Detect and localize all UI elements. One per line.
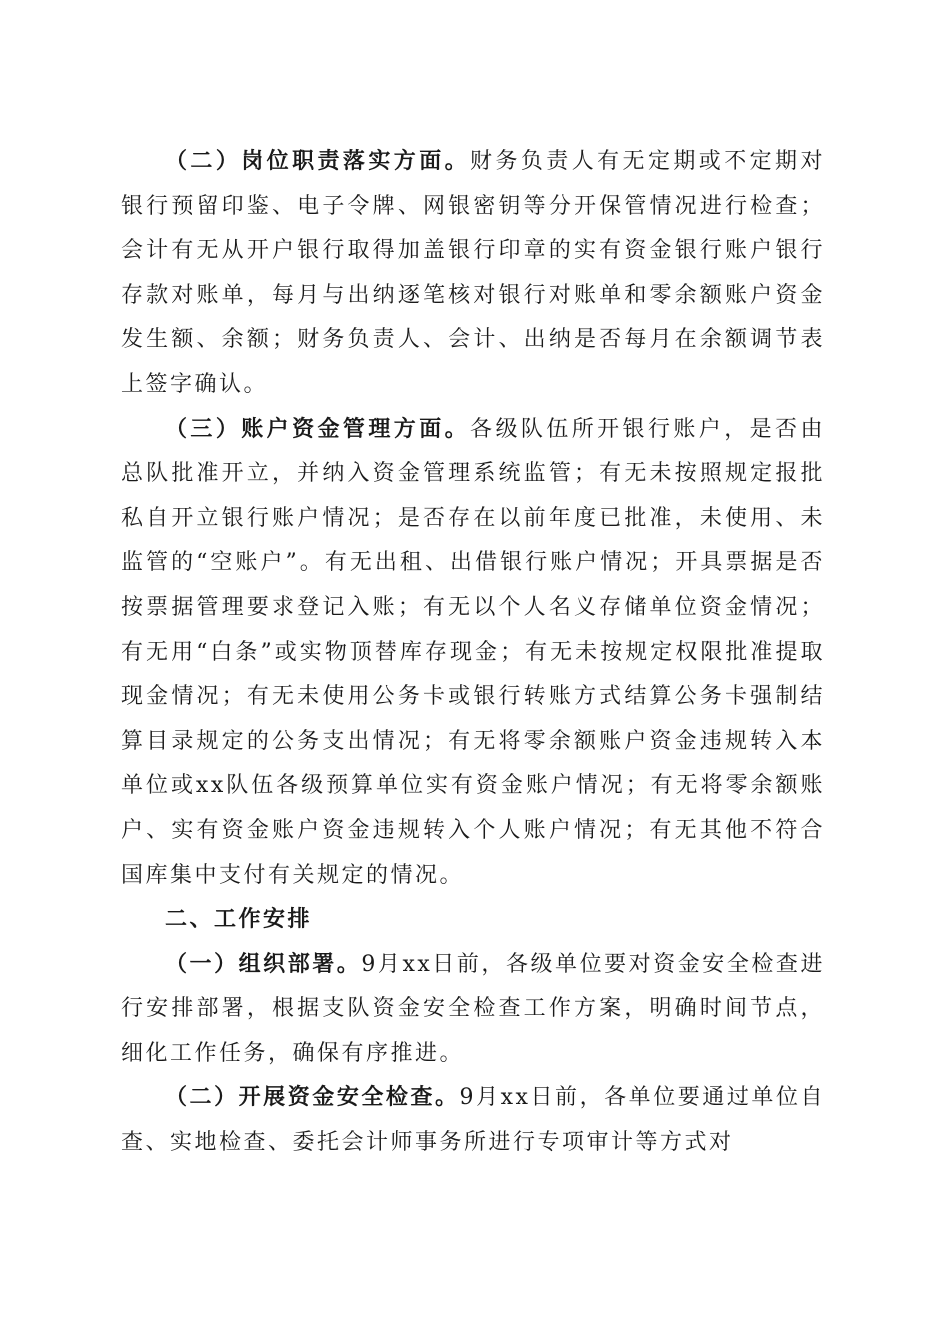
paragraph-lead: （三）账户资金管理方面。 — [165, 416, 471, 442]
paragraph-body: 财务负责人有无定期或不定期对银行预留印鉴、电子令牌、网银密钥等分开保管情况进行检查；会计有无从开户银行取得加盖银行印章的实有资金银行账户银行存款对账单，每月与出纳逐笔核对银行对账单和零余额账户资金发生额、余额；财务负责人、会计、出纳是否每月在余额调节表上签字确认。 — [121, 149, 825, 397]
paragraph-lead: （二）开展资金安全检查。 — [165, 1085, 460, 1111]
paragraph-fund-security-check — [121, 1076, 825, 1165]
paragraph-lead: （一）组织部署。 — [165, 951, 362, 977]
paragraph-body: 9月xx日前，各单位要通过单位自查、实地检查、委托会计师事务所进行专项审计等方式对 — [121, 1085, 825, 1156]
paragraph-body: 各级队伍所开银行账户，是否由总队批准开立，并纳入资金管理系统监管；有无未按照规定报批私自开立银行账户情况；是否存在以前年度已批准，未使用、未监管的“空账户”。有无出租、出借银行账户情况；开具票据是否按票据管理要求登记入账；有无以个人名义存储单位资金情况；有无用“白条”或实物顶替库存现金；有无未按规定权限批准提取现金情况；有无未使用公务卡或银行转账方式结算公务卡强制结算目录规定的公务支出情况；有无将零余额账户资金违规转入本单位或xx队伍各级预算单位实有资金账户情况；有无将零余额账户、实有资金账户资金违规转入个人账户情况；有无其他不符合国库集中支付有关规定的情况。 — [121, 416, 825, 888]
paragraph-post-responsibility — [121, 140, 825, 408]
paragraph-organization — [121, 943, 825, 1077]
paragraph-account-funds — [121, 408, 825, 899]
paragraph-lead: （二）岗位职责落实方面。 — [165, 149, 471, 174]
document-page — [121, 140, 825, 1166]
section-heading: 二、工作安排 — [165, 907, 313, 933]
paragraph-body: 9月xx日前，各级单位要对资金安全检查进行安排部署，根据支队资金安全检查工作方案，明确时间节点，细化工作任务，确保有序推进。 — [121, 951, 825, 1066]
